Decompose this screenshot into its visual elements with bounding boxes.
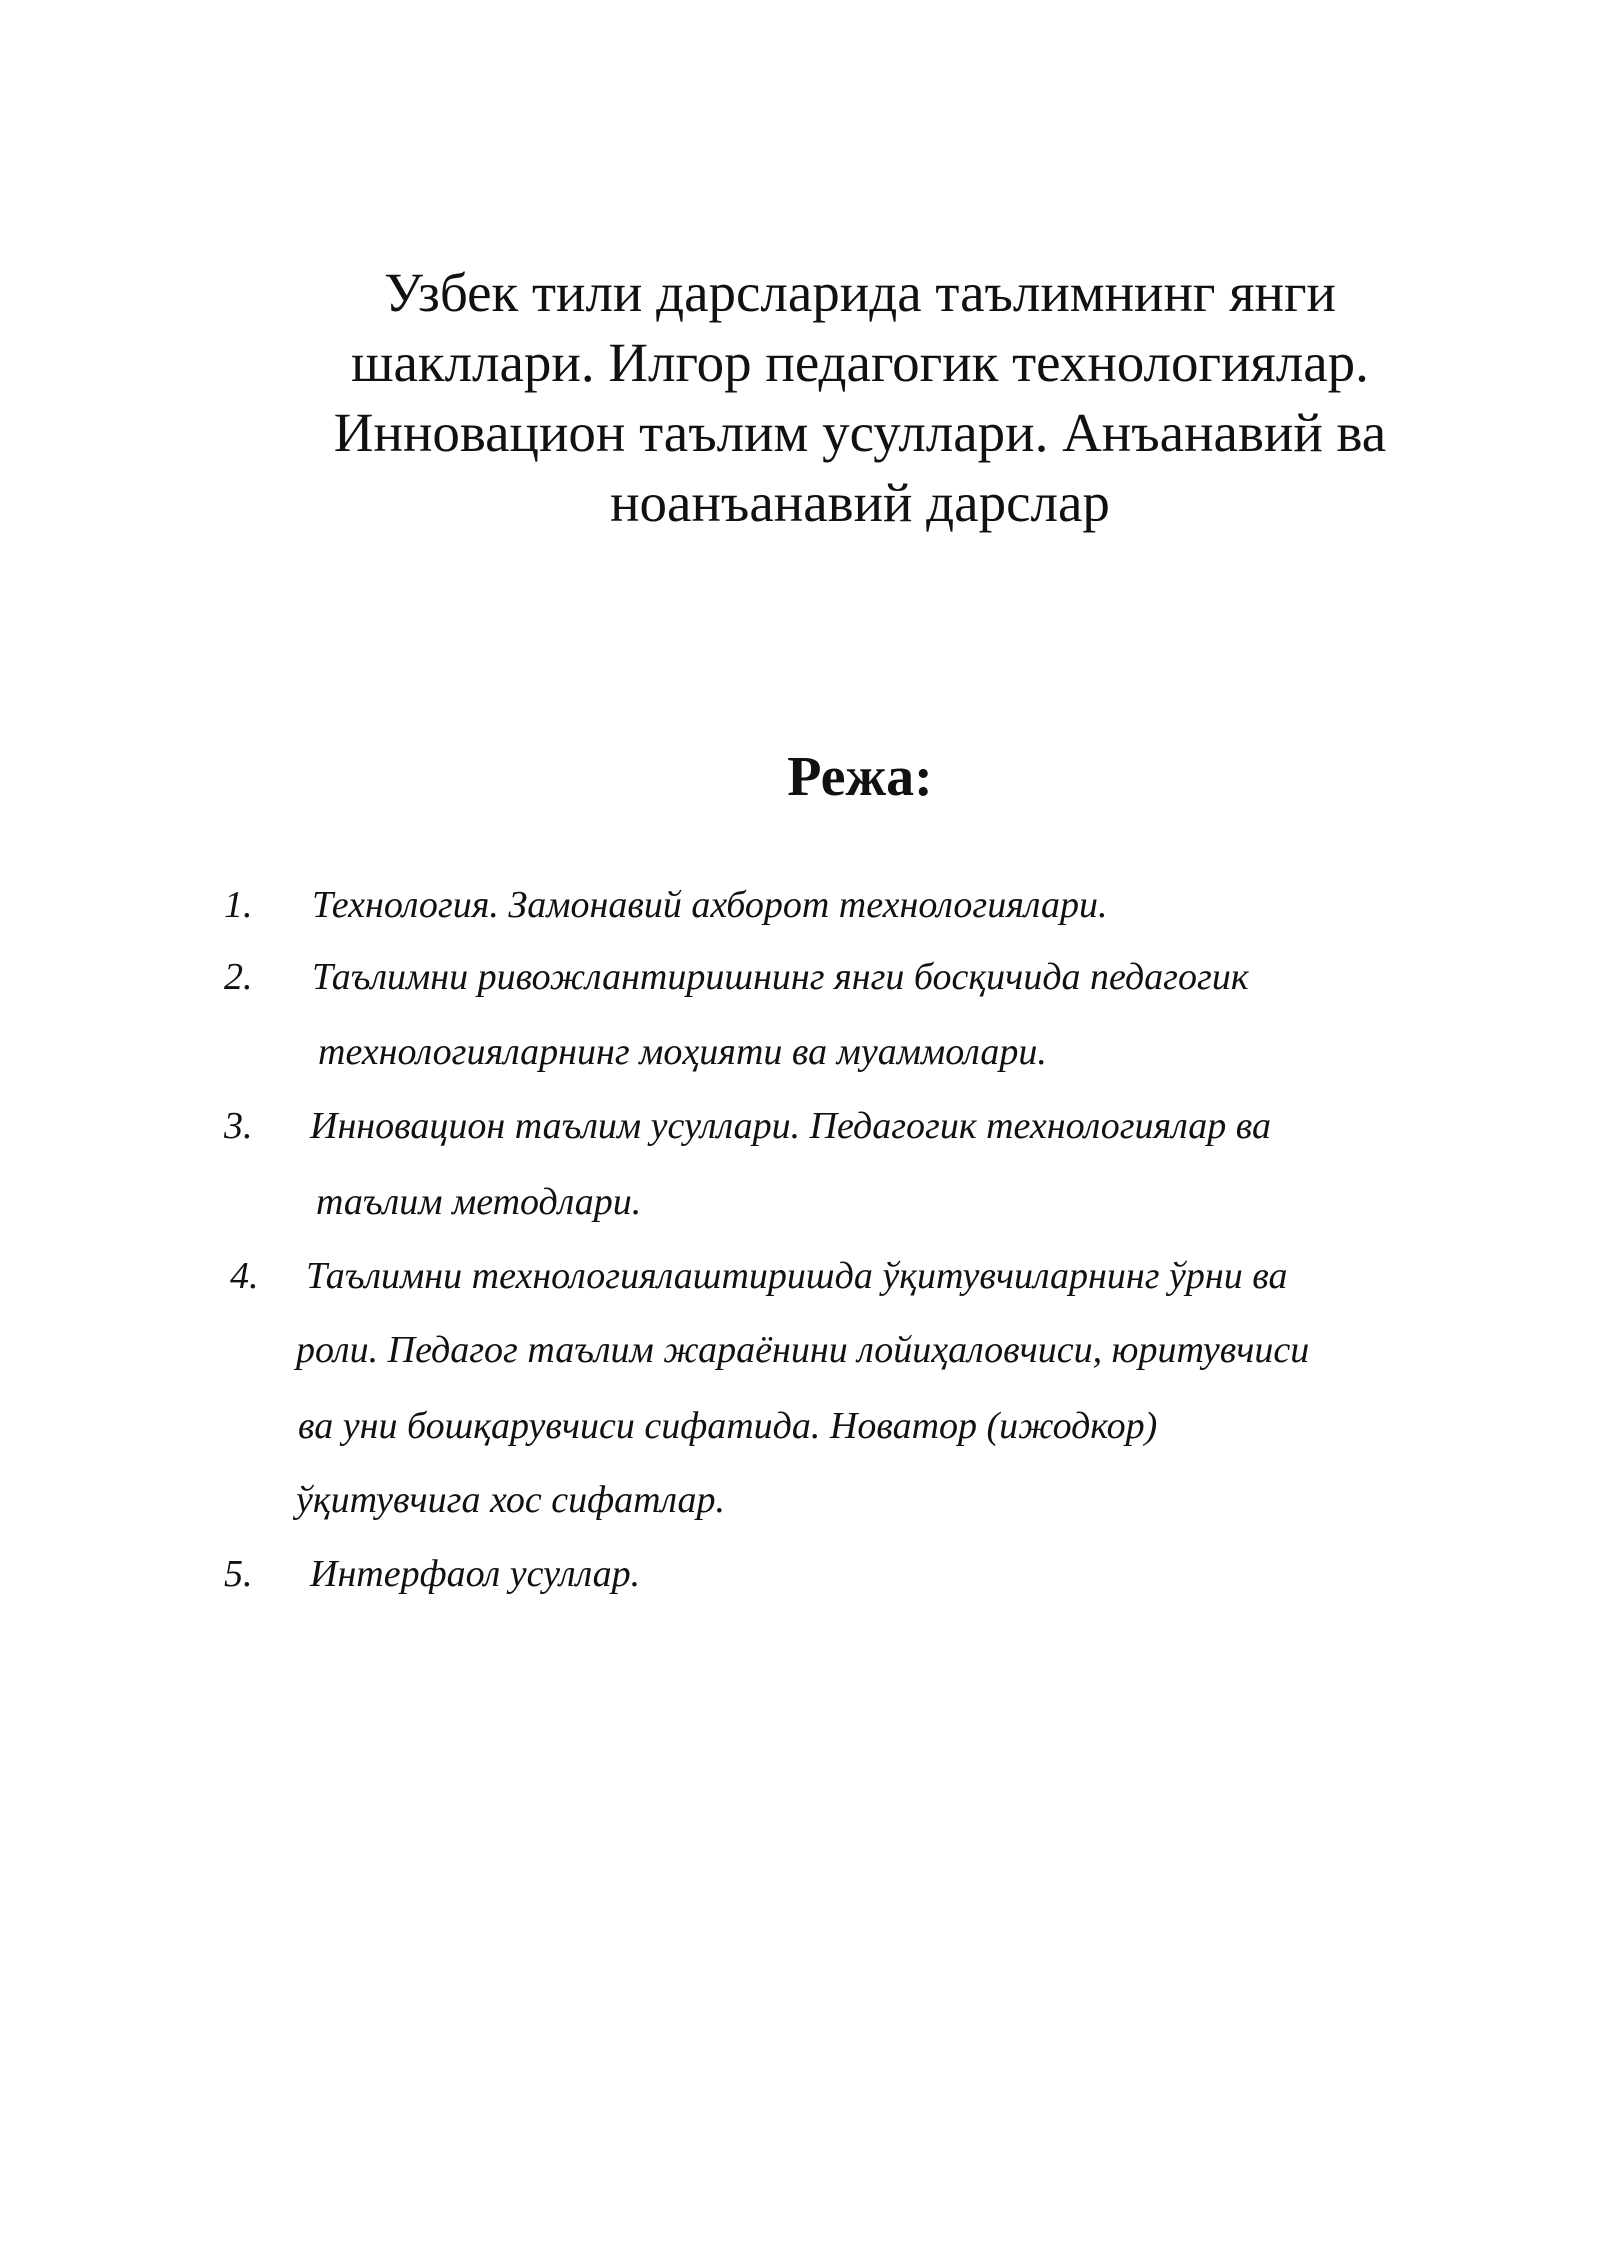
plan-item-text: Инновацион таълим усуллари. Педагогик технологиялар ва (310, 1105, 1271, 1147)
plan-item-number: 1. (224, 884, 253, 926)
plan-item-text: Интерфаол усуллар. (310, 1553, 641, 1595)
plan-item-text: технологияларнинг моҳияти ва муаммолари. (318, 1031, 1047, 1073)
plan-item-text: ўқитувчига хос сифатлар. (296, 1479, 726, 1521)
plan-item-text: роли. Педагог таълим жараёнини лойиҳаловчиси, юритувчиси (296, 1329, 1310, 1371)
plan-item-number: 2. (224, 956, 253, 998)
title-line: ноанъанавий дарслар (610, 472, 1110, 533)
plan-item-number: 4. (230, 1255, 259, 1297)
plan-item-text: Таълимни технологиялаштиришда ўқитувчиларнинг ўрни ва (306, 1255, 1288, 1297)
title-line: шакллари. Илгор педагогик технологиялар. (351, 332, 1369, 393)
document-title (270, 258, 1450, 538)
plan-item-number: 3. (224, 1105, 253, 1147)
plan-item-text: таълим методлари. (316, 1181, 642, 1223)
plan-heading: Режа: (787, 746, 933, 808)
plan-item-text: ва уни бошқарувчиси сифатида. Новатор (ижодкор) (298, 1405, 1158, 1447)
plan-item-text: Технология. Замонавий ахборот технологиялари. (312, 884, 1108, 926)
plan-item-text: Таълимни ривожлантиришнинг янги босқичида педагогик (312, 956, 1249, 998)
title-line: Узбек тили дарсларида таълимнинг янги (384, 262, 1336, 323)
plan-item-number: 5. (224, 1553, 253, 1595)
title-line: Инновацион таълим усуллари. Анъанавий ва (333, 402, 1387, 463)
